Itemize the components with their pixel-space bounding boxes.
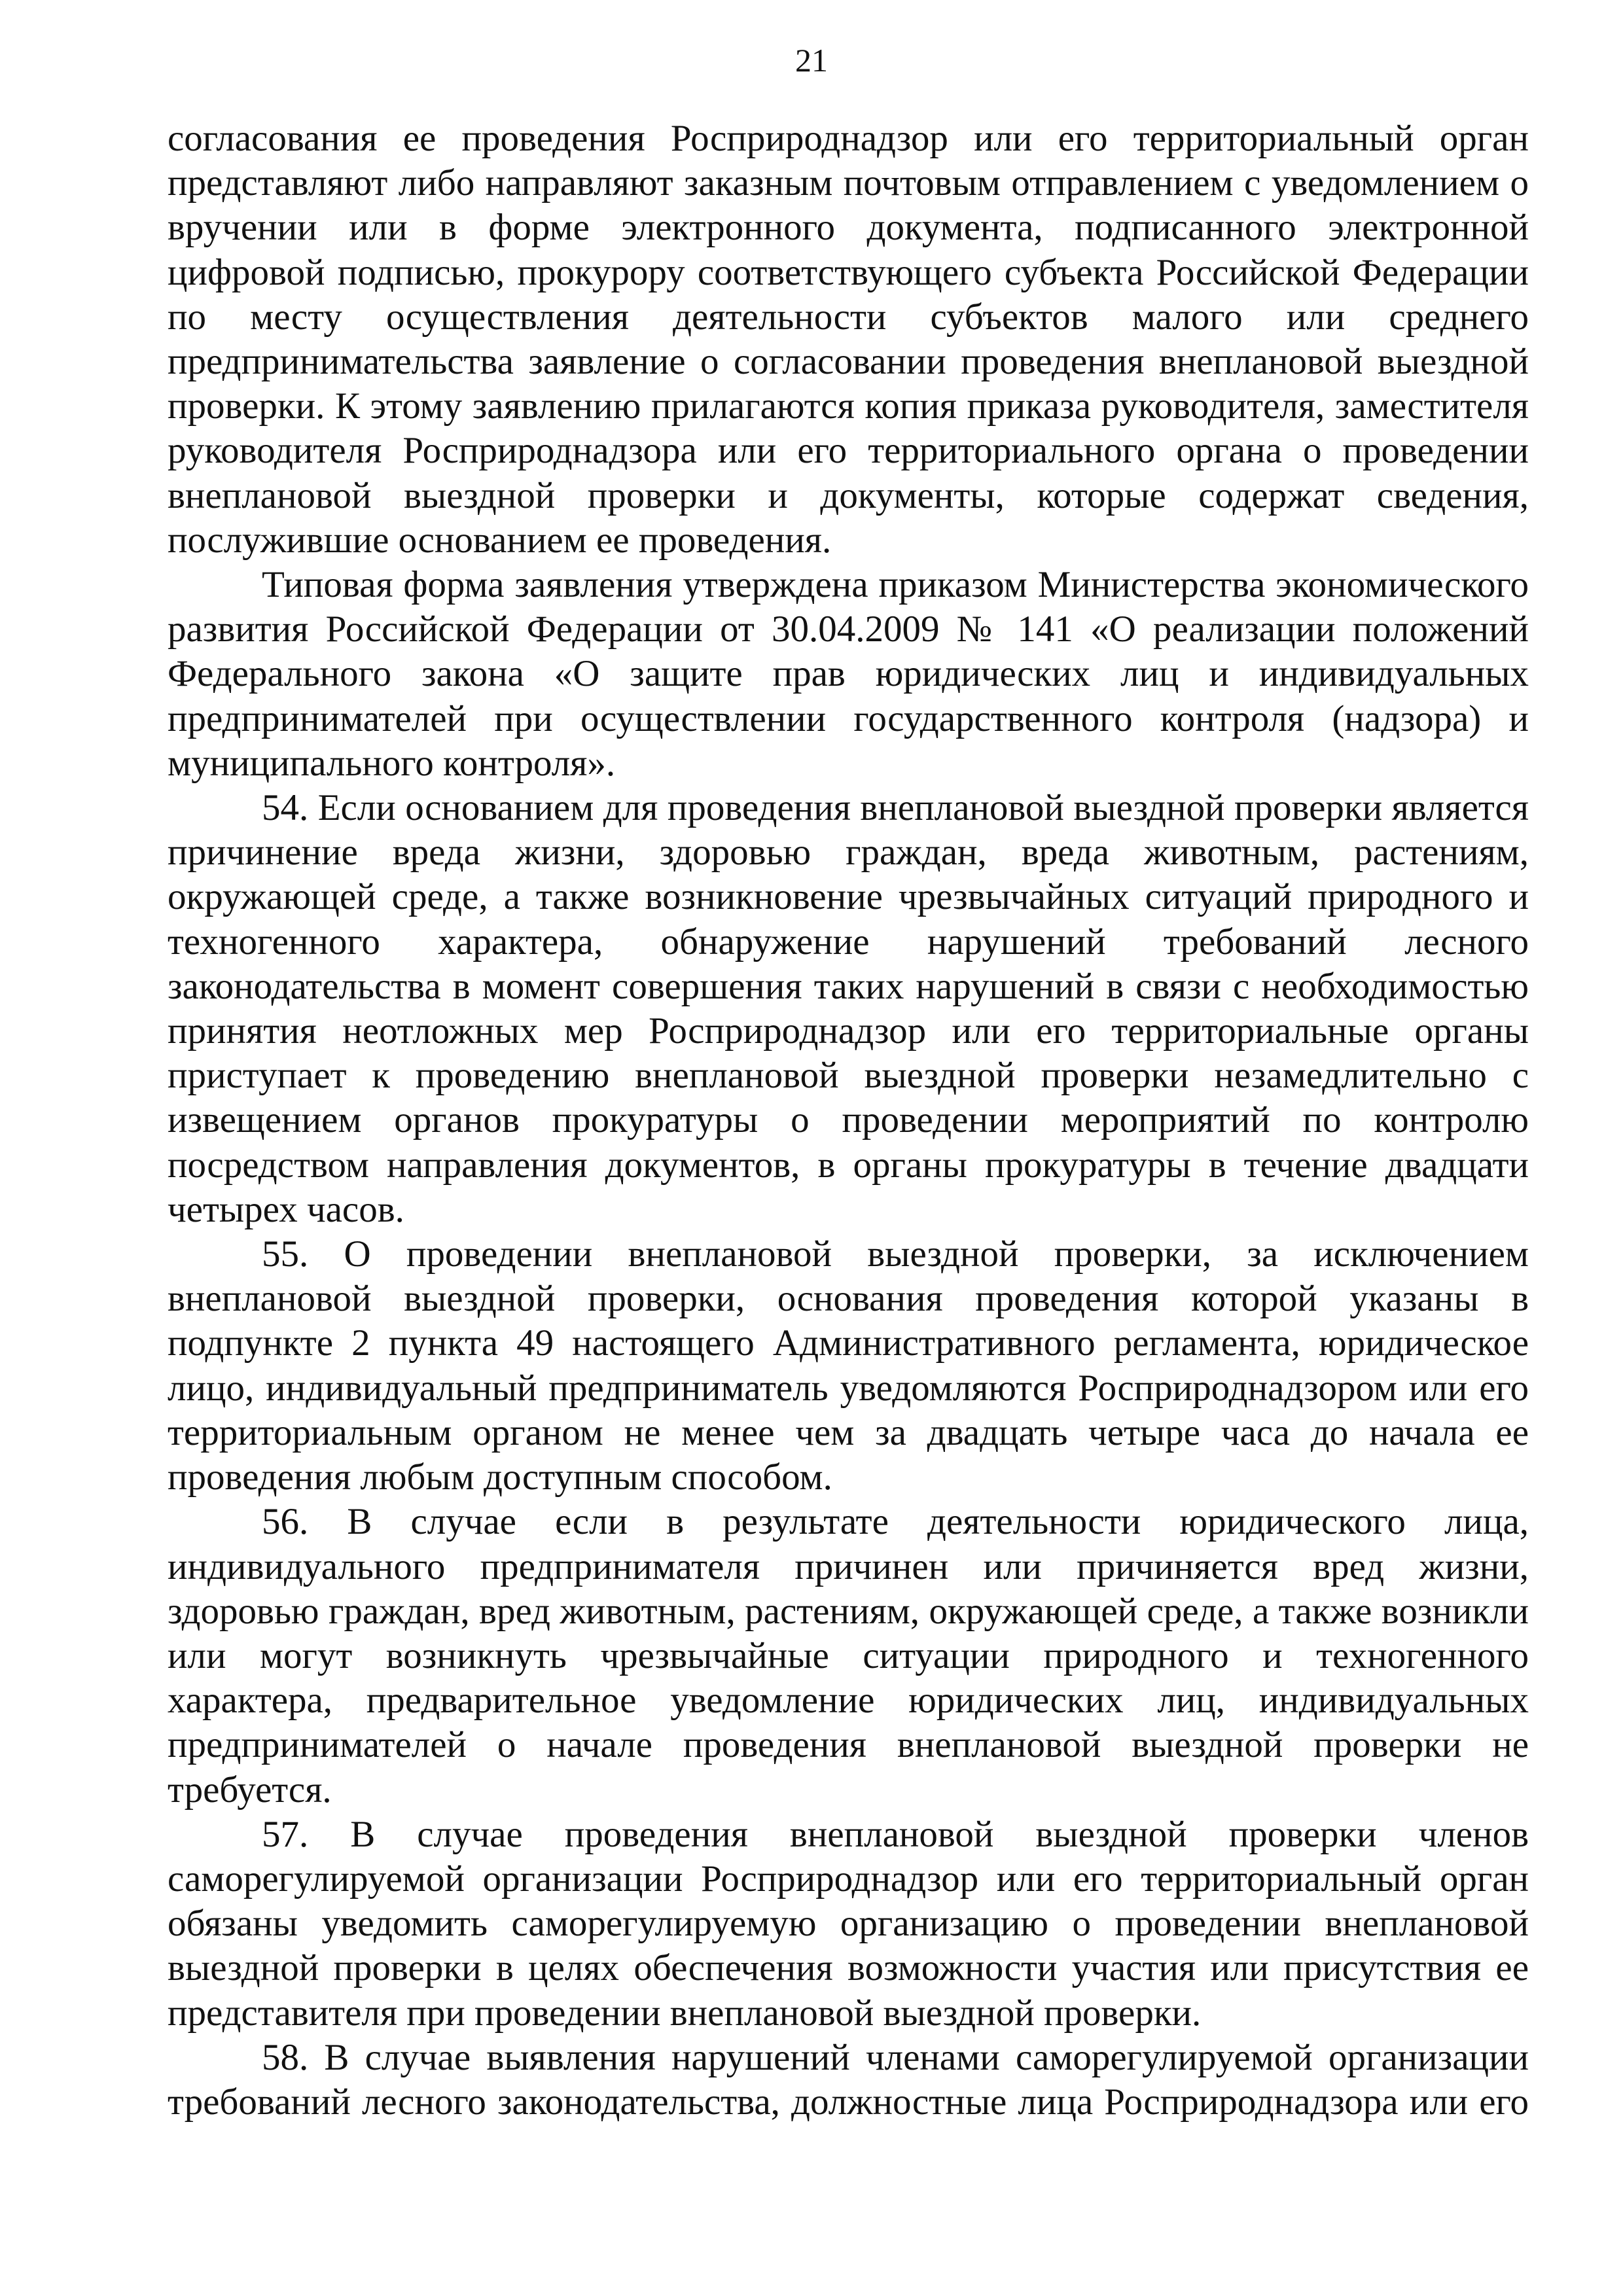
paragraph-item-54: 54. Если основанием для проведения внеплановой выездной проверки является причинение вреда жизни, здоровью граждан, вреда животным, растениям, окружающей среде, а также возникновение чрезвычайных ситуаций природного и техногенного характера, обнаружение нарушений требований лесного законодательства в момент совершения таких нарушений в связи с необходимостью принятия неотложных мер Росприроднадзор или его территориальные органы приступает к проведению внеплановой выездной проверки незамедлительно с извещением органов прокуратуры о проведении мероприятий по контролю посредством направления документов, в органы прокуратуры в течение двадцати четырех часов. xyxy=(168,787,1529,1230)
paragraph-item-55: 55. О проведении внеплановой выездной проверки, за исключением внеплановой выездной проверки, основания проведения которой указаны в подпункте 2 пункта 49 настоящего Административного регламента, юридическое лицо, индивидуальный предприниматель уведомляются Росприроднадзором или его территориальным органом не менее чем за двадцать четыре часа до начала ее проведения любым доступным способом. xyxy=(168,1233,1529,1498)
paragraph-item-58: 58. В случае выявления нарушений членами саморегулируемой организации требований лесного законодательства, должностные лица Росприроднадзора или его xyxy=(168,2036,1529,2123)
document-body xyxy=(168,116,1529,2125)
paragraph-continuation: согласования ее проведения Росприроднадзор или его территориальный орган представляют либо направляют заказным почтовым отправлением с уведомлением о вручении или в форме электронного документа, подписанного электронной цифровой подписью, прокурору соответствующего субъекта Российской Федерации по месту осуществления деятельности субъектов малого или среднего предпринимательства заявление о согласовании проведения внеплановой выездной проверки. К этому заявлению прилагаются копия приказа руководителя, заместителя руководителя Росприроднадзора или его территориального органа о проведении внеплановой выездной проверки и документы, которые содержат сведения, послужившие основанием ее проведения. xyxy=(168,118,1529,561)
paragraph-item-57: 57. В случае проведения внеплановой выездной проверки членов саморегулируемой организации Росприроднадзор или его территориальный орган обязаны уведомить саморегулируемую организацию о проведении внеплановой выездной проверки в целях обеспечения возможности участия или присутствия ее представителя при проведении внеплановой выездной проверки. xyxy=(168,1813,1529,2034)
paragraph-standard-form: Типовая форма заявления утверждена приказом Министерства экономического развития Российской Федерации от 30.04.2009 № 141 «О реализации положений Федерального закона «О защите прав юридических лиц и индивидуальных предпринимателей при осуществлении государственного контроля (надзора) и муниципального контроля». xyxy=(168,564,1529,784)
paragraph-item-56: 56. В случае если в результате деятельности юридического лица, индивидуального предпринимателя причинен или причиняется вред жизни, здоровью граждан, вред животным, растениям, окружающей среде, а также возникли или могут возникнуть чрезвычайные ситуации природного и техногенного характера, предварительное уведомление юридических лиц, индивидуальных предпринимателей о начале проведения внеплановой выездной проверки не требуется. xyxy=(168,1501,1529,1810)
page-number: 21 xyxy=(795,42,828,79)
